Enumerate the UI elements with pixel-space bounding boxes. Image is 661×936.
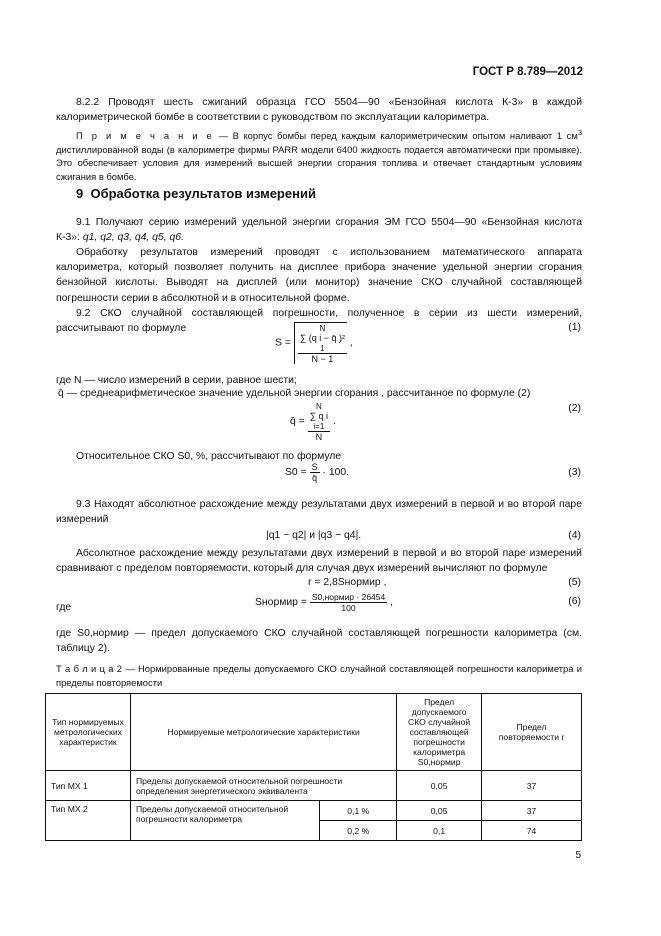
note-label: П р и м е ч а н и е bbox=[76, 130, 214, 141]
where-qbar: q̄ — среднеарифметическое значение удельной энергии сгорания , рассчитанное по формуле (2) bbox=[58, 388, 531, 399]
where-s0-normir: где S0,нормир — предел допускаемого СКО случайной составляющей погрешности калориметра (см. таблицу 2). bbox=[56, 628, 582, 655]
th-type: Тип нормируемых метрологических характеристик bbox=[46, 694, 131, 771]
th-characteristics: Нормируемые метрологические характеристики bbox=[130, 694, 396, 771]
eq2-n-bot: i=1 bbox=[313, 422, 325, 431]
th-repeatability: Предел повторяемости r bbox=[482, 694, 582, 771]
cell-r: 37 bbox=[482, 771, 582, 801]
cell-type: Тип МХ 1 bbox=[46, 771, 131, 801]
p91-text: 9.1 Получают серию измерений удельной энергии сгорания ЭМ ГСО 5504—90 «Бензойная кислота К-3»: bbox=[56, 217, 582, 244]
eq6-number: (6) bbox=[568, 596, 581, 607]
p91-vars: q1, q2, q3, q4, q5, q6. bbox=[82, 232, 184, 244]
eq1-number: (1) bbox=[568, 322, 581, 333]
page-number: 5 bbox=[575, 850, 581, 861]
eq5-number: (5) bbox=[568, 577, 581, 588]
equation-4: |q1 − q2| и |q3 − q4|. bbox=[266, 530, 362, 541]
section-heading bbox=[76, 186, 316, 201]
table-caption: Т а б л и ц а 2 — Нормированные пределы допускаемого СКО случайной составляющей погрешности калориметра и пределы повторяемости bbox=[56, 663, 582, 688]
note-text-a: — В корпус бомбы перед каждым калориметрическим опытом наливают 1 см bbox=[213, 130, 578, 141]
eq2-denominator: N bbox=[315, 432, 323, 442]
eq1-numerator: ∑ (q i − q̄ )² bbox=[299, 333, 345, 343]
cell-accuracy: 0,2 % bbox=[320, 821, 397, 841]
eq2-number: (2) bbox=[568, 403, 581, 414]
section-title: Обработка результатов измерений bbox=[90, 186, 316, 201]
cell-characteristic: Пределы допускаемой относительной погрешности определения энергетического эквивалента bbox=[130, 771, 396, 801]
cell-r: 37 bbox=[482, 801, 582, 821]
eq2-numerator: ∑ q i bbox=[309, 411, 329, 421]
eq1-denominator: N − 1 bbox=[311, 354, 334, 364]
paragraph-9-3: 9.3 Находят абсолютное расхождение между результатами двух измерений в первой и во второй паре измерений bbox=[56, 499, 582, 526]
eq3-numerator: S bbox=[311, 462, 318, 472]
cell-r: 74 bbox=[482, 821, 582, 841]
eq6-lhs: Sнормир = bbox=[255, 597, 307, 608]
paragraph-9-2: 9.2 СКО случайной составляющей погрешности, полученное в серии из шести измерений, рассчитывают по формуле bbox=[56, 308, 582, 335]
note-sup: 3 bbox=[577, 128, 582, 137]
note-text-b: дистиллированной воды (в калориметре фирмы PARR модели 6400 жидкость подается автоматически при промывке). Это обеспечивает условия для измерений высшей энергии сгорания топлива и отвечает стандартным условиям сжигания в бомбе. bbox=[56, 143, 582, 182]
table-header-row bbox=[46, 694, 582, 771]
eq1-tail: , bbox=[349, 337, 353, 349]
section-number: 9 bbox=[76, 186, 84, 201]
paragraph-relative: Относительное СКО S0, %, рассчитывают по формуле bbox=[76, 451, 342, 462]
equation-6 bbox=[255, 592, 393, 613]
paragraph-9-1-b: Обработку результатов измерений проводят с использованием математического аппарата калориметра, который позволяет получить на дисплее прибора значение удельной энергии сгорания бензойной кислоты. Выводят на дисплей (или монитор) значение СКО случайной составляющей погрешности серии в абсолютной и в относительной форме. bbox=[56, 247, 582, 304]
eq3-denominator: q̄ bbox=[312, 473, 318, 483]
table-row bbox=[46, 801, 582, 821]
where-n: где N — число измерений в серии, равное шести; bbox=[56, 375, 297, 386]
cell-characteristic: Пределы допускаемой относительной погрешности калориметра bbox=[130, 801, 319, 841]
note bbox=[56, 126, 582, 183]
table-2 bbox=[45, 693, 582, 841]
eq3-lhs: S0 = bbox=[285, 467, 307, 478]
cell-type: Тип МХ 2 bbox=[46, 801, 131, 841]
paragraph-9-1 bbox=[56, 215, 582, 245]
eq1-n-top: N bbox=[319, 324, 326, 333]
eq3-number: (3) bbox=[568, 467, 581, 478]
cell-sko: 0,05 bbox=[397, 771, 482, 801]
document-code: ГОСТ Р 8.789—2012 bbox=[472, 66, 583, 78]
eq2-tail: . bbox=[332, 416, 336, 427]
eq3-tail: · 100. bbox=[322, 467, 350, 478]
cell-sko: 0,05 bbox=[397, 801, 482, 821]
equation-1 bbox=[275, 322, 353, 364]
eq6-denominator: 100 bbox=[341, 603, 356, 613]
eq6-numerator: S0,нормир · 26454 bbox=[311, 592, 386, 602]
where-label: где bbox=[56, 602, 72, 613]
cell-sko: 0,1 bbox=[397, 821, 482, 841]
eq4-number: (4) bbox=[568, 530, 581, 541]
paragraph-8-2-2: 8.2.2 Проводят шесть сжиганий образца ГСО 5504—90 «Бензойная кислота К-3» в каждой калориметрической бомбе в соответствии с руководством по эксплуатации калориметра. bbox=[56, 97, 582, 124]
equation-3 bbox=[285, 462, 349, 483]
paragraph-absolute: Абсолютное расхождение между результатами двух измерений в первой и во второй паре измерений сравнивают с пределом повторяемости, который для случая двух измерений вычисляют по формуле bbox=[56, 548, 582, 575]
eq6-tail: , bbox=[390, 597, 394, 608]
equation-2 bbox=[290, 401, 336, 442]
equation-5: r = 2,8Sнормир , bbox=[308, 577, 387, 588]
eq1-n-bot: 1 bbox=[320, 344, 325, 353]
eq1-lhs: S = bbox=[275, 337, 291, 349]
eq2-lhs: q̄ = bbox=[290, 416, 305, 427]
table-row bbox=[46, 771, 582, 801]
th-sko-limit: Предел допускаемого СКО случайной составляющей погрешности калориметра S0,нормир bbox=[397, 694, 482, 771]
cell-accuracy: 0,1 % bbox=[320, 801, 397, 821]
eq2-n-top: N bbox=[315, 402, 322, 411]
